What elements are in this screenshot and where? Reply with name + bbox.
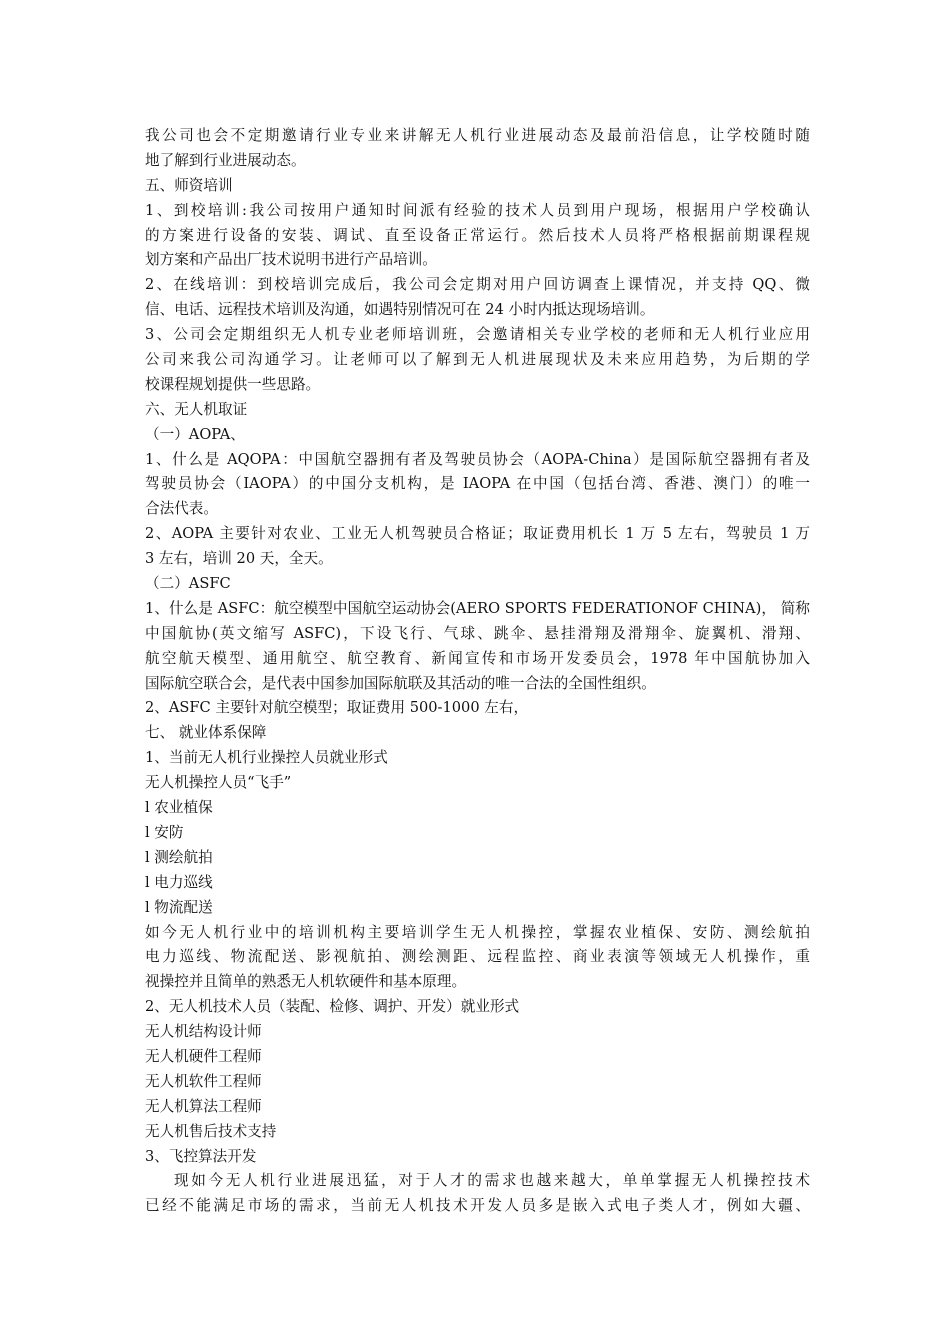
text-line: 1、当前无人机行业操控人员就业形式 [145,749,388,767]
text-line: 我公司也会不定期邀请行业专业来讲解无人机行业进展动态及最前沿信息，让学校随时随 [145,127,810,144]
list-item: l 物流配送 [145,898,213,916]
list-item: 无人机硬件工程师 [145,1047,262,1065]
text-line: 视操控并且简单的熟悉无人机软硬件和基本原理。 [145,973,467,991]
text-line: 公司来我公司沟通学习。让老师可以了解到无人机进展现状及未来应用趋势，为后期的学 [145,351,810,369]
list-item: 无人机软件工程师 [145,1072,262,1090]
text-line: 中国航协(英文缩写 ASFC)，下设飞行、气球、跳伞、悬挂滑翔及滑翔伞、旋翼机、滑翔、 [145,624,810,642]
section-heading: 六、无人机取证 [145,400,248,418]
text-line: 2、无人机技术人员（装配、检修、调护、开发）就业形式 [145,998,520,1016]
text-line: 2、在线培训：到校培训完成后，我公司会定期对用户回访调查上课情况，并支持 QQ、微 [145,276,810,294]
subsection-heading: （二）ASFC [145,575,231,593]
text-line: 合法代表。 [145,500,218,518]
text-line: 3、飞控算法开发 [145,1147,257,1165]
text-line: 现如今无人机行业进展迅猛，对于人才的需求也越来越大，单单掌握无人机操控技术 [174,1172,810,1190]
list-item: l 测绘航拍 [145,848,213,866]
text-line: 地了解到行业进展动态。 [145,151,306,169]
text-line: 3、公司会定期组织无人机专业老师培训班，会邀请相关专业学校的老师和无人机行业应用 [145,326,810,344]
text-line: 的方案进行设备的安装、调试、直至设备正常运行。然后技术人员将严格根据前期课程规 [145,226,810,244]
text-line: 划方案和产品出厂技术说明书进行产品培训。 [145,251,437,269]
text-line: 电力巡线、物流配送、影视航拍、测绘测距、远程监控、商业表演等领域无人机操作，重 [145,948,810,966]
list-item: l 农业植保 [145,799,213,817]
section-heading: 五、师资培训 [145,176,233,194]
document-body [145,124,810,1219]
text-line: 信、电话、远程技术培训及沟通，如遇特别情况可在 24 小时内抵达现场培训。 [145,301,655,319]
list-item: 无人机售后技术支持 [145,1122,277,1140]
text-line: 航空航天模型、通用航空、航空教育、新闻宣传和市场开发委员会，1978 年中国航协加入 [145,649,810,667]
text-line: 2、ASFC 主要针对航空模型；取证费用 500-1000 左右， [145,699,529,717]
list-item: 无人机结构设计师 [145,1023,262,1041]
text-line: 已经不能满足市场的需求，当前无人机技术开发人员多是嵌入式电子类人才，例如大疆、 [145,1197,810,1215]
list-item: 无人机算法工程师 [145,1097,262,1115]
text-line: 驾驶员协会（IAOPA）的中国分支机构，是 IAOPA 在中国（包括台湾、香港、澳门）的唯一 [145,475,810,493]
text-line: 3 左右，培训 20 天，全天。 [145,550,333,568]
section-heading: 七、 就业体系保障 [145,724,267,742]
text-line: 如今无人机行业中的培训机构主要培训学生无人机操控，掌握农业植保、安防、测绘航拍 [145,923,810,941]
list-item: l 电力巡线 [145,873,213,891]
text-line: 校课程规划提供一些思路。 [145,375,321,393]
text-line: 1、什么是 ASFC：航空模型中国航空运动协会(AERO SPORTS FEDERATIONOF CHINA)， 简称 [145,599,810,617]
text-line: 2、AOPA 主要针对农业、工业无人机驾驶员合格证；取证费用机长 1 万 5 左右，驾驶员 1 万 [145,525,810,543]
list-item: l 安防 [145,823,184,841]
text-line: 1、什么是 AQOPA：中国航空器拥有者及驾驶员协会（AOPA-China）是国际航空器拥有者及 [145,450,810,468]
subsection-heading: （一）AOPA、 [145,425,245,443]
text-line: 国际航空联合会，是代表中国参加国际航联及其活动的唯一合法的全国性组织。 [145,674,656,692]
text-line: 1、到校培训:我公司按用户通知时间派有经验的技术人员到用户现场，根据用户学校确认 [145,201,810,219]
text-line: 无人机操控人员“飞手” [145,774,292,792]
